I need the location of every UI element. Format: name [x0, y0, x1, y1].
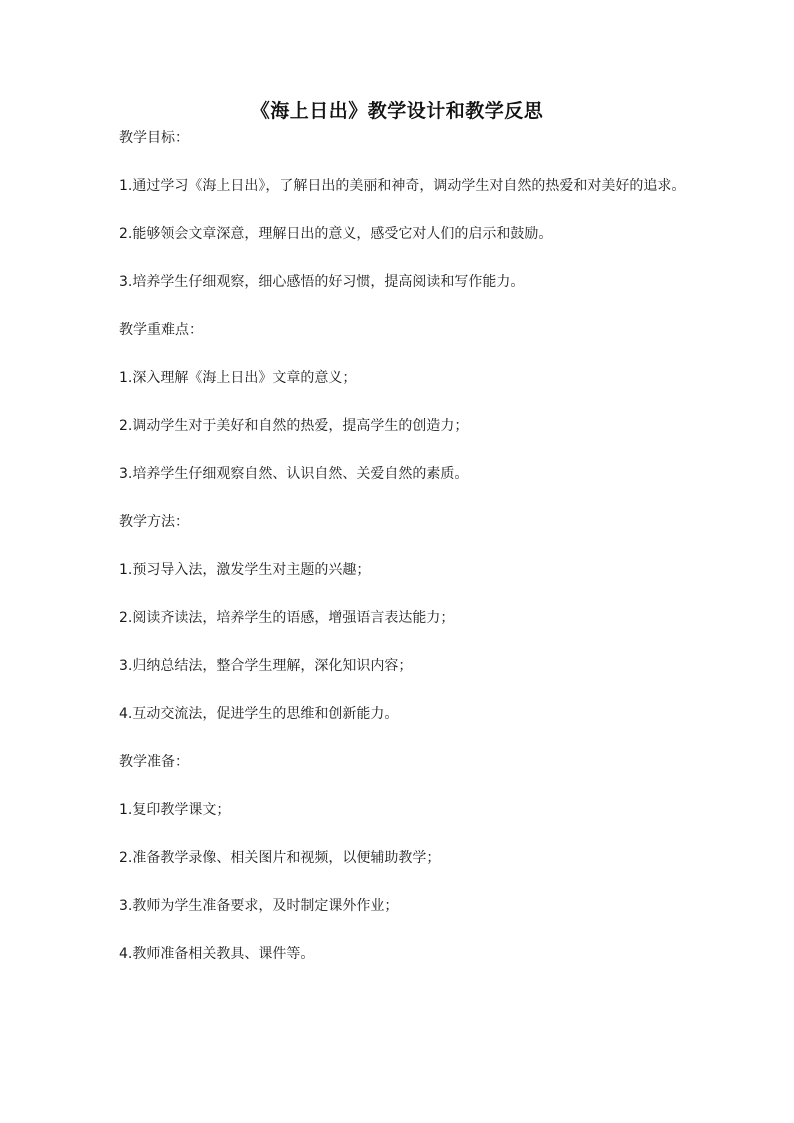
- paragraph: 2.阅读齐读法，培养学生的语感，增强语言表达能力；: [119, 610, 455, 626]
- section-heading: 教学准备：: [119, 754, 189, 770]
- section-heading: 教学方法：: [119, 514, 189, 530]
- section-key-points: [119, 317, 689, 487]
- paragraph: 3.培养学生仔细观察自然、认识自然、关爱自然的素质。: [119, 466, 469, 482]
- section-heading: 教学重难点：: [119, 322, 203, 338]
- paragraph: 2.能够领会文章深意，理解日出的意义，感受它对人们的启示和鼓励。: [119, 226, 553, 242]
- paragraph: 1.复印教学课文；: [119, 802, 231, 818]
- paragraph: 1.通过学习《海上日出》，了解日出的美丽和神奇，调动学生对自然的热爱和对美好的追求。: [119, 178, 686, 194]
- paragraph: 2.调动学生对于美好和自然的热爱，提高学生的创造力；: [119, 418, 469, 434]
- paragraph: 2.准备教学录像、相关图片和视频，以便辅助教学；: [119, 850, 441, 866]
- paragraph: 4.教师准备相关教具、课件等。: [119, 946, 315, 962]
- section-heading: 教学目标：: [119, 130, 189, 146]
- paragraph: 3.培养学生仔细观察，细心感悟的好习惯，提高阅读和写作能力。: [119, 274, 525, 290]
- paragraph: 1.预习导入法，激发学生对主题的兴趣；: [119, 562, 371, 578]
- paragraph: 1.深入理解《海上日出》文章的意义；: [119, 370, 357, 386]
- paragraph: 4.互动交流法，促进学生的思维和创新能力。: [119, 706, 399, 722]
- document-body: [119, 125, 689, 989]
- section-objectives: [119, 125, 689, 295]
- section-preparation: [119, 749, 689, 967]
- paragraph: 3.教师为学生准备要求，及时制定课外作业；: [119, 898, 399, 914]
- section-methods: [119, 509, 689, 727]
- document-title: 《海上日出》教学设计和教学反思: [250, 100, 544, 122]
- paragraph: 3.归纳总结法，整合学生理解，深化知识内容；: [119, 658, 413, 674]
